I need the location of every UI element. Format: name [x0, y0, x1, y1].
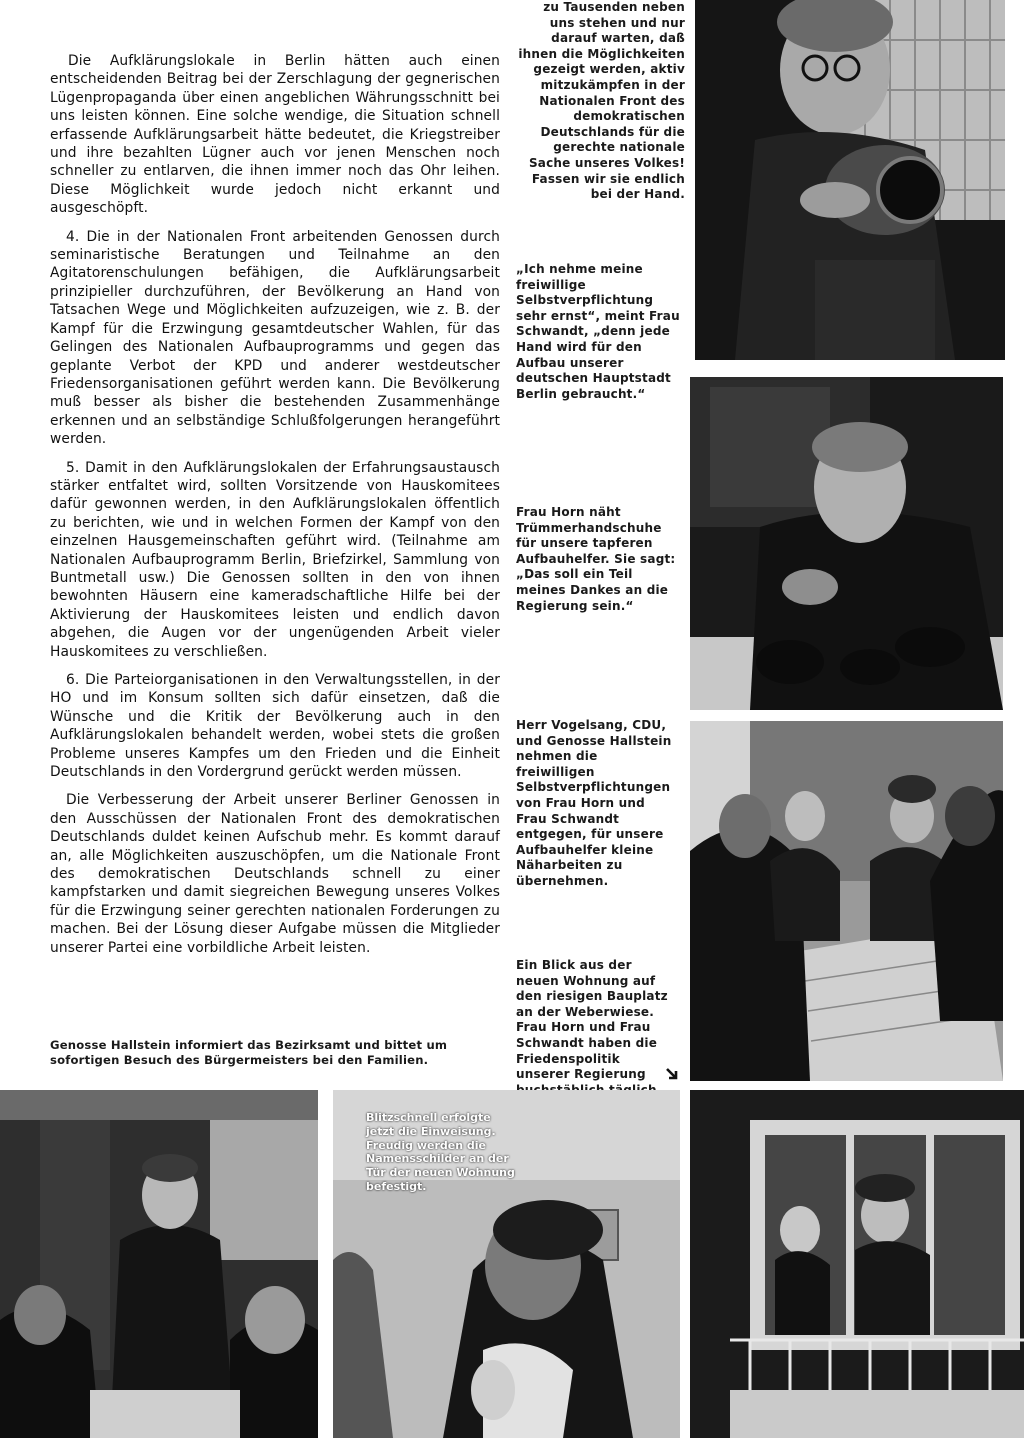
caption-blick: Ein Blick aus der neuen Wohnung auf den riesigen Bauplatz an der Weberwiese. Frau Horn und Frau Schwandt haben die Friedenspolitik unserer Regierung: [516, 958, 668, 1082]
article-paragraph: Die Verbesserung der Arbeit unserer Berliner Genossen in den Ausschüssen der Nationalen Front des demokratischen Deutschlands duldet keinen Aufschub mehr. Es kommt darauf an, alle Möglichkeiten auszuschöpfen, um die Nationale Front des demokratischen Deutschlands schnell zu einer kampfstarken und damit siegreichen Bewegung unseres Volkes für die Erzwingung seiner gerechten nationalen Forderungen zu machen. Bei der Lösung dieser Aufgabe müssen die Mitglieder unserer Partei eine vorbildliche Arbeit leisten.: [50, 792, 500, 956]
caption-frau-horn: Frau Horn näht Trümmerhandschuhe für unsere tapferen Aufbauhelfer. Sie sagt: „Das soll ein Teil meines Dankes an die Regierung sein.“: [516, 505, 676, 613]
caption-vogelsang: Herr Vogelsang, CDU, und Genosse Hallstein nehmen die freiwilligen Selbstverpflichtungen von Frau Horn und Frau Schwandt entgegen, für unsere Aufbauhelfer kleine Näharbeiten zu übernehmen.: [516, 718, 672, 888]
caption-hallstein: Genosse Hallstein informiert das Bezirksamt und bittet um sofortigen Besuch des Bürgermeisters bei den Familien.: [50, 1038, 448, 1068]
article-paragraph: 5. Damit in den Aufklärungslokalen der Erfahrungsaustausch stärker entfaltet wird, sollten Vorsitzende von Hauskomitees dafür gewonnen werden, in den Aufklärungslokalen öffentlich zu berichten, wie und in welchen Formen der Kampf von den einzelnen Hausgemeinschaften geführt wird. (Teilnahme am Nationalen Aufbauprogramm Berlin, Briefzirkel, Sammlung von Buntmetall usw.) Die Genossen sollten in den von ihnen bewohnten Häusern eine kameradschaftliche Hilfe bei der Aktivierung der Hauskomitees leisten und endlich davon abgehen, die Augen vor der ungenügenden Arbeit vieler Hauskomitees zu verschließen.: [50, 459, 500, 660]
article-body: [50, 52, 500, 967]
photo-hallstein-office: [0, 1090, 318, 1438]
photo-sewing-woman: [695, 0, 1005, 360]
caption-continued: zu Tausenden neben uns stehen und nur darauf warten, daß ihnen die Möglichkeiten gezeigt werden, aktiv mitzukämpfen in der Nationalen Front des demokratischen Deutschlands für die gerechte nationale Sache unseres Volkes! Fassen wir sie endlich bei der Hand.: [518, 0, 685, 202]
photo-frau-horn: [690, 377, 1003, 710]
caption-schwandt-quote: „Ich nehme meine freiwillige Selbstverpflichtung sehr ernst“, meint Frau Schwandt, „denn jede Hand wird für den Aufbau unserer deutschen Hauptstadt Berlin gebraucht.“: [516, 262, 680, 401]
article-paragraph: Die Aufklärungslokale in Berlin hätten auch einen entscheidenden Beitrag bei der Zerschlagung der gegnerischen Lügenpropaganda über einen angeblichen Währungsschnitt bei uns leisten können. Eine solche wendige, die Situation schnell erfassende Aufklärungsarbeit hätte bedeutet, die Kriegstreiber und ihre bezahlten Lügner auch vor jenen Menschen noch schneller zu entlarven, die ihnen immer noch das Ohr leihen. Diese Möglichkeit wurde jedoch nicht erkannt und ausgeschöpft.: [50, 53, 500, 217]
arrow-down-right-icon: [664, 1066, 680, 1082]
article-paragraph: 6. Die Parteiorganisationen in den Verwaltungsstellen, in der HO und im Konsum sollten sich dafür einsetzen, daß die Wünsche und die Kritik der Bevölkerung auch in den Aufklärungslokalen behandelt werden, wobei stets die großen Probleme unseres Kampfes um den Frieden und die Einheit Deutschlands in den Vordergrund gerückt werden müssen.: [50, 672, 500, 781]
photo-women-window: [690, 1090, 1024, 1438]
photo-group-table: [690, 721, 1003, 1081]
caption-blitzschnell: Blitzschnell erfolgte jetzt die Einweisung. Freudig werden die Namensschilder an der Tür der neuen Wohnung befestigt.: [366, 1111, 515, 1193]
article-paragraph: 4. Die in der Nationalen Front arbeitenden Genossen durch seminaristische Beratungen und Teilnahme an den Agitatorenschulungen befähigen, die Aufklärungsarbeit prinzipieller durchzuführen, der Bevölkerung an Hand von Tatsachen Wege und Möglichkeiten aufzuzeigen, wie z. B. der Kampf für die Erzwingung gesamtdeutscher Wahlen, für das Gelingen des Nationalen Aufbauprogramms und gegen das geplante Verbot der KPD und anderer westdeutscher Friedensorganisationen geführt werden kann. Die Bevölkerung muß besser als bisher die bestehenden Zusammenhänge erkennen und an selbständige Schlußfolgerungen herangeführt werden.: [50, 228, 500, 448]
